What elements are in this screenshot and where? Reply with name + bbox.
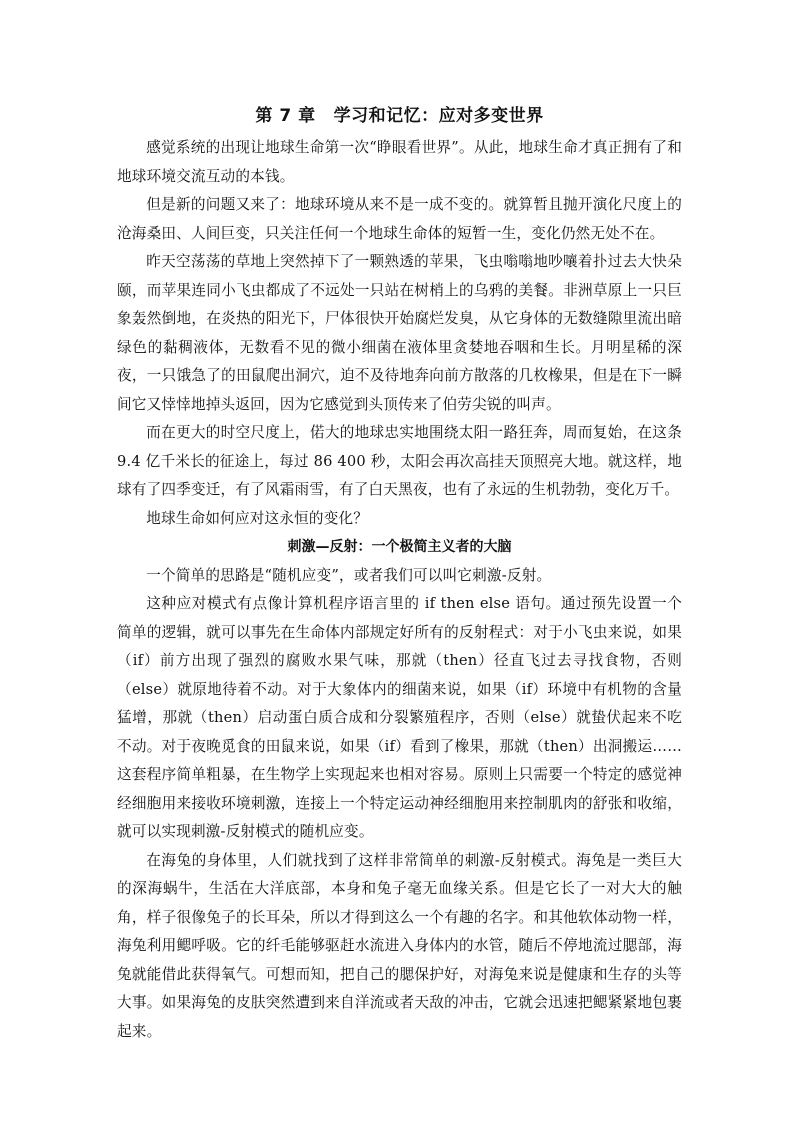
body-paragraph: 这种应对模式有点像计算机程序语言里的 if then else 语句。通过预先设置一个简单的逻辑，就可以事先在生命体内部规定好所有的反射程式：对于小飞虫来说，如果（if）前方出现了强烈的腐败水果气味，那就（then）径直飞过去寻找食物，否则（else）就原地待着不动。对于大象体内的细菌来说，如果（if）环境中有机物的含量猛增，那就（then）启动蛋白质合成和分裂繁殖程序，否则（else）就蛰伏起来不吃不动。对于夜晚觅食的田鼠来说，如果（if）看到了橡果，那就（then）出洞搬运……这套程序简单粗暴，在生物学上实现起来也相对容易。原则上只需要一个特定的感觉神经细胞用来接收环境刺激，连接上一个特定运动神经细胞用来控制肌肉的舒张和收缩，就可以实现刺激-反射模式的随机应变。 bbox=[117, 595, 682, 840]
document-page bbox=[117, 104, 682, 1046]
body-paragraph: 但是新的问题又来了：地球环境从来不是一成不变的。就算暂且抛开演化尺度上的沧海桑田、人间巨变，只关注任何一个地球生命体的短暂一生，变化仍然无处不在。 bbox=[117, 196, 682, 242]
body-paragraph: 而在更大的时空尺度上，偌大的地球忠实地围绕太阳一路狂奔，周而复始，在这条 9.4 亿千米长的征途上，每过 86 400 秒，太阳会再次高挂天顶照亮大地。就这样，地球有了四季变迁，有了风霜雨雪，有了白天黑夜，也有了永远的生机勃勃，变化万千。 bbox=[117, 424, 682, 498]
body-paragraph: 在海兔的身体里，人们就找到了这样非常简单的刺激-反射模式。海兔是一类巨大的深海蜗牛，生活在大洋底部，本身和兔子毫无血缘关系。但是它长了一对大大的触角，样子很像兔子的长耳朵，所以才得到这么一个有趣的名字。和其他软体动物一样，海兔利用鳃呼吸。它的纤毛能够驱赶水流进入身体内的水管，随后不停地流过腮部，海兔就能借此获得氧气。可想而知，把自己的腮保护好，对海兔来说是健康和生存的头等大事。如果海兔的皮肤突然遭到来自洋流或者天敌的冲击，它就会迅速把鳃紧紧地包裹起来。 bbox=[117, 851, 682, 1040]
chapter-number: 第 7 章 bbox=[255, 106, 316, 126]
body-paragraph: 一个简单的思路是“随机应变”，或者我们可以叫它刺激-反射。 bbox=[146, 566, 552, 584]
body-paragraph: 地球生命如何应对这永恒的变化？ bbox=[146, 509, 369, 527]
chapter-title bbox=[117, 104, 682, 128]
body-paragraph: 昨天空荡荡的草地上突然掉下了一颗熟透的苹果，飞虫嗡嗡地吵嚷着扑过去大快朵颐，而苹果连同小飞虫都成了不远处一只站在树梢上的乌鸦的美餐。非洲草原上一只巨象轰然倒地，在炎热的阳光下，尸体很快开始腐烂发臭，从它身体的无数缝隙里流出暗绿色的黏稠液体，无数看不见的微小细菌在液体里贪婪地吞咽和生长。月明星稀的深夜，一只饿急了的田鼠爬出洞穴，迫不及待地奔向前方散落的几枚橡果，但是在下一瞬间它又悻悻地掉头返回，因为它感觉到头顶传来了伯劳尖锐的叫声。 bbox=[117, 253, 682, 413]
section-heading: 刺激—反射：一个极简主义者的大脑 bbox=[287, 539, 512, 555]
body-paragraph: 感觉系统的出现让地球生命第一次“睁眼看世界”。从此，地球生命才真正拥有了和地球环境交流互动的本钱。 bbox=[117, 139, 682, 185]
chapter-title-text: 学习和记忆：应对多变世界 bbox=[333, 106, 544, 126]
